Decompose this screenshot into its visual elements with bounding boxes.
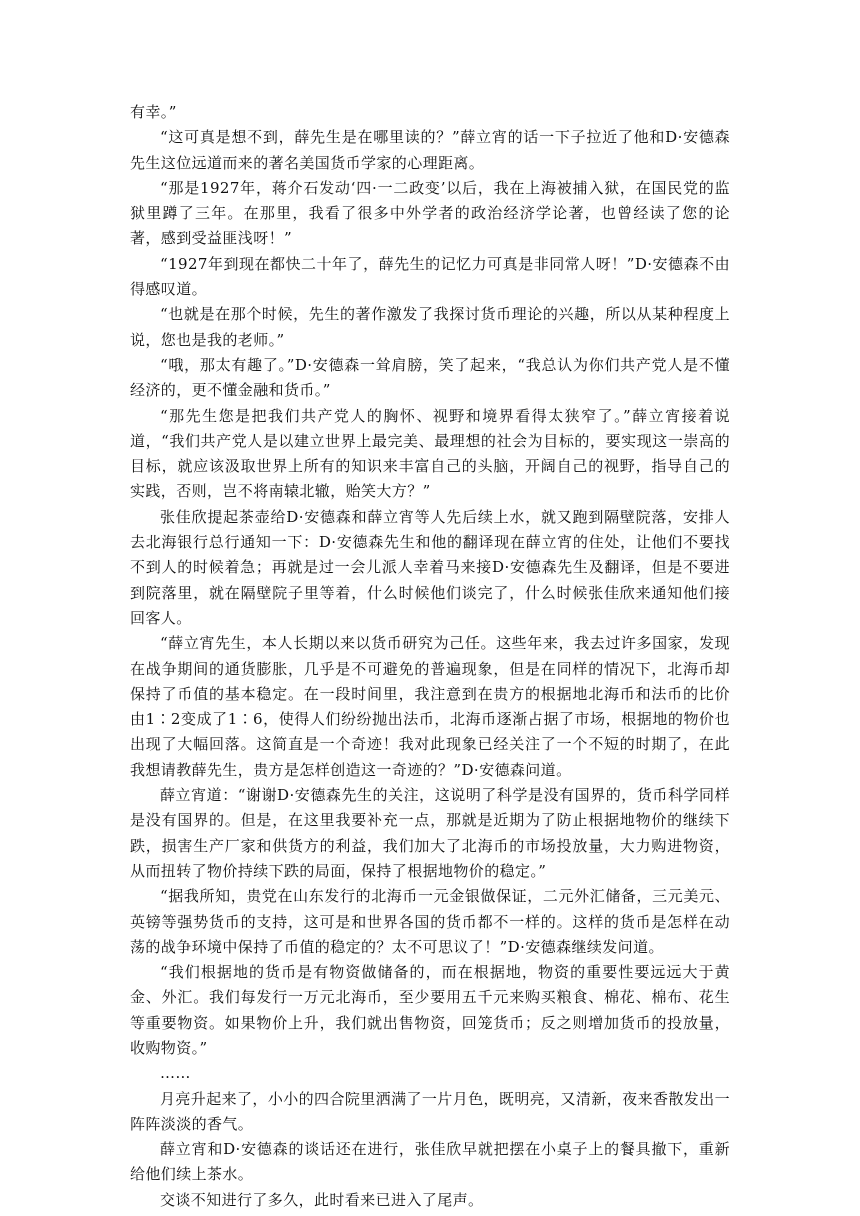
paragraph: “也就是在那个时候，先生的著作激发了我探讨货币理论的兴趣，所以从某种程度上说，您也是我的老师。” xyxy=(130,305,730,349)
document-page xyxy=(130,100,730,1213)
paragraph: “1927年到现在都快二十年了，薛先生的记忆力可真是非同常人呀！”D·安德森不由得感叹道。 xyxy=(130,254,730,299)
paragraph: “据我所知，贵党在山东发行的北海币一元金银做保证，二元外汇储备，三元美元、英镑等强势货币的支持，这可是和世界各国的货币都不一样的。这样的货币是怎样在动荡的战争环境中保持了币值的稳定的？太不可思议了！”D·安德森继续发问道。 xyxy=(130,887,730,956)
paragraph: “薛立宵先生，本人长期以来以货币研究为己任。这些年来，我去过许多国家，发现在战争期间的通货膨胀，几乎是不可避免的普遍现象，但是在同样的情况下，北海币却保持了币值的基本稳定。在一段时间里，我注意到在贵方的根据地北海币和法币的比价由1∶2变成了1∶6，使得人们纷纷抛出法币，北海币逐渐占据了市场，根据地的物价也出现了大幅回落。这简直是一个奇迹！我对此现象已经关注了一个不短的时期了，在此我想请教薛先生，贵方是怎样创造这一奇迹的？”D·安德森问道。 xyxy=(130,634,730,779)
paragraph: “我们根据地的货币是有物资做储备的，而在根据地，物资的重要性要远远大于黄金、外汇。我们每发行一万元北海币，至少要用五千元来购买粮食、棉花、棉布、花生等重要物资。如果物价上升，我们就出售物资，回笼货币；反之则增加货币的投放量，收购物资。” xyxy=(130,963,730,1057)
paragraph: 薛立宵和D·安德森的谈话还在进行，张佳欣早就把摆在小桌子上的餐具撤下，重新给他们续上茶水。 xyxy=(130,1140,730,1184)
paragraph: “那是1927年，蒋介石发动‘四·一二政变’以后，我在上海被捕入狱，在国民党的监狱里蹲了三年。在那里，我看了很多中外学者的政治经济学论著，也曾经读了您的论著，感到受益匪浅呀！” xyxy=(130,178,730,248)
paragraph: 月亮升起来了，小小的四合院里洒满了一片月色，既明亮，又清新，夜来香散发出一阵阵淡淡的香气。 xyxy=(130,1089,730,1133)
ellipsis-break: …… xyxy=(160,1064,191,1083)
paragraph-continuation: 有幸。” xyxy=(130,103,177,121)
paragraph: 张佳欣提起茶壶给D·安德森和薛立宵等人先后续上水，就又跑到隔壁院落，安排人去北海银行总行通知一下：D·安德森先生和他的翻译现在薛立宵的住处，让他们不要找不到人的时候着急；再就是过一会儿派人幸着马来接D·安德森先生及翻译，但是不要进到院落里，就在隔壁院子里等着，什么时候他们谈完了，什么时候张佳欣来通知他们接回客人。 xyxy=(130,507,730,627)
paragraph: “那先生您是把我们共产党人的胸怀、视野和境界看得太狭窄了。”薛立宵接着说道，“我们共产党人是以建立世界上最完美、最理想的社会为目标的，要实现这一崇高的目标，就应该汲取世界上所有的知识来丰富自己的头脑，开阔自己的视野，指导自己的实践，否则，岂不将南辕北辙，贻笑大方？” xyxy=(130,406,730,501)
paragraph: 薛立宵道：“谢谢D·安德森先生的关注，这说明了科学是没有国界的，货币科学同样是没有国界的。但是，在这里我要补充一点，那就是近期为了防止根据地物价的继续下跌，损害生产厂家和供货方的利益，我们加大了北海币的市场投放量，大力购进物资，从而扭转了物价持续下跌的局面，保持了根据地物价的稳定。” xyxy=(130,786,730,880)
paragraph: “哦，那太有趣了。”D·安德森一耸肩膀，笑了起来，“我总认为你们共产党人是不懂经济的，更不懂金融和货币。” xyxy=(130,355,730,400)
paragraph: “这可真是想不到，薛先生是在哪里读的？”薛立宵的话一下子拉近了他和D·安德森先生这位远道而来的著名美国货币学家的心理距离。 xyxy=(130,128,730,172)
paragraph: 交谈不知进行了多久，此时看来已进入了尾声。 xyxy=(160,1190,484,1209)
